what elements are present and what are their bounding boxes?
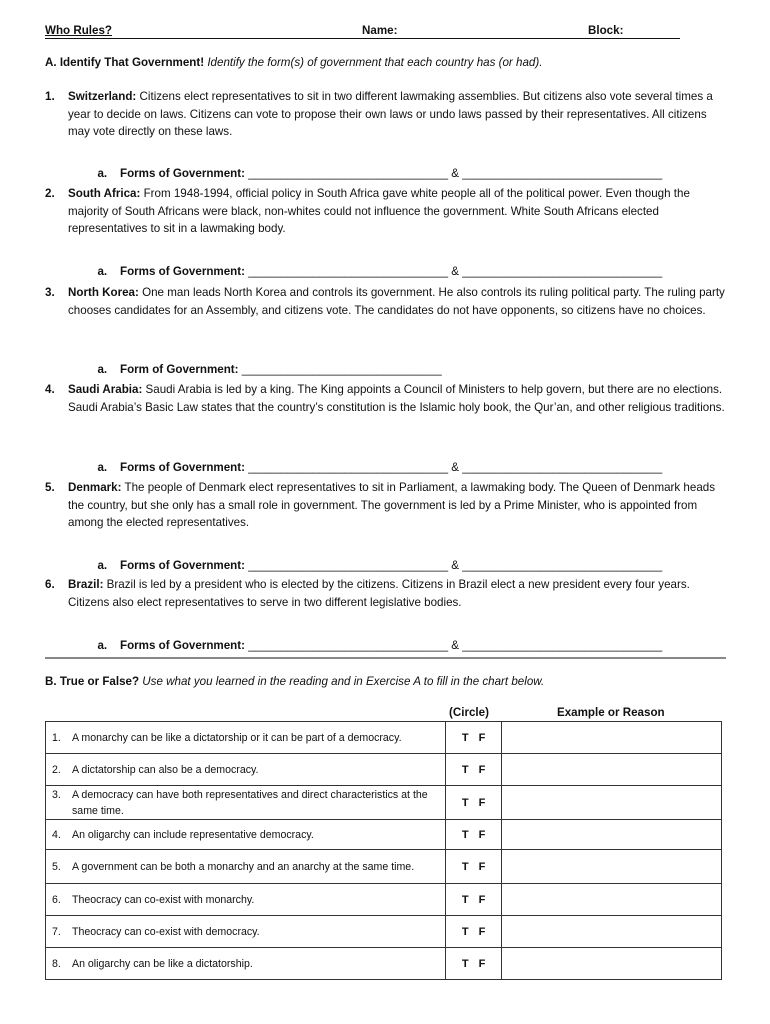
- section-a-heading: A. Identify That Government! Identify the form(s) of government that each country has (or had).: [45, 56, 543, 69]
- false-option[interactable]: F: [478, 860, 486, 873]
- answer-line-2[interactable]: a. Forms of Government: _______________________________ & _______________________________: [97, 265, 663, 278]
- question-4: 4. Saudi Arabia: Saudi Arabia is led by a king. The King appoints a Council of Ministers to help govern, but there are no elections. Saudi Arabia’s Basic Law states that the country’s constitution is the Islamic holy book, the Qur’an, and other religious traditions.: [45, 383, 725, 414]
- table-row: 5. A government can be both a monarchy and an anarchy at the same time. T F: [46, 850, 722, 884]
- answer-line-1[interactable]: a. Forms of Government: _______________________________ & _______________________________: [97, 167, 663, 180]
- example-column-header: Example or Reason: [557, 706, 665, 719]
- false-option[interactable]: F: [478, 957, 486, 970]
- question-2: 2. South Africa: From 1948-1994, official policy in South Africa gave white people all of the political power. Even though the majority of South Africans were black, non-whites could not influence the government. White South Africans elected representatives to sit in a lawmaking body.: [45, 187, 690, 235]
- block-label: Block:: [588, 24, 624, 37]
- example-cell[interactable]: [502, 722, 722, 754]
- worksheet-title: Who Rules?: [45, 24, 112, 37]
- true-option[interactable]: T: [461, 731, 469, 744]
- false-option[interactable]: F: [478, 925, 486, 938]
- table-row: 8. An oligarchy can be like a dictatorship. T F: [46, 948, 722, 980]
- answer-line-6[interactable]: a. Forms of Government: _______________________________ & _______________________________: [97, 639, 663, 652]
- question-5: 5. Denmark: The people of Denmark elect representatives to sit in Parliament, a lawmaking body. The Queen of Denmark heads the country, but she only has a small role in government. The government is led by a Prime Minister, who is appointed from among the elected representatives.: [45, 481, 716, 529]
- false-option[interactable]: F: [478, 893, 486, 906]
- table-row: 4. An oligarchy can include representative democracy. T F: [46, 820, 722, 850]
- example-cell[interactable]: [502, 786, 722, 820]
- false-option[interactable]: F: [478, 731, 486, 744]
- table-row: 6. Theocracy can co-exist with monarchy. T F: [46, 884, 722, 916]
- example-cell[interactable]: [502, 916, 722, 948]
- question-1: 1. Switzerland: Citizens elect representatives to sit in two different lawmaking assemblies. But citizens also vote several times a year to decide on laws. Citizens can vote to propose their own laws or undo laws passed by their representatives. All citizens may vote directly on these laws.: [45, 90, 713, 138]
- false-option[interactable]: F: [478, 828, 486, 841]
- example-cell[interactable]: [502, 884, 722, 916]
- circle-column-header: (Circle): [449, 706, 489, 719]
- example-cell[interactable]: [502, 820, 722, 850]
- worksheet-header: [45, 24, 680, 40]
- table-row: 1. A monarchy can be like a dictatorship or it can be part of a democracy. T F: [46, 722, 722, 754]
- table-row: 3. A democracy can have both representatives and direct characteristics at the same time. T F: [46, 786, 722, 820]
- example-cell[interactable]: [502, 948, 722, 980]
- true-option[interactable]: T: [461, 763, 469, 776]
- answer-line-4[interactable]: a. Forms of Government: _______________________________ & _______________________________: [97, 461, 663, 474]
- true-option[interactable]: T: [461, 860, 469, 873]
- example-cell[interactable]: [502, 754, 722, 786]
- true-option[interactable]: T: [461, 925, 469, 938]
- table-row: 7. Theocracy can co-exist with democracy. T F: [46, 916, 722, 948]
- answer-line-5[interactable]: a. Forms of Government: _______________________________ & _______________________________: [97, 559, 663, 572]
- false-option[interactable]: F: [478, 763, 486, 776]
- false-option[interactable]: F: [478, 796, 486, 809]
- answer-line-3[interactable]: a. Form of Government: _______________________________: [97, 363, 442, 376]
- question-6: 6. Brazil: Brazil is led by a president who is elected by the citizens. Citizens in Brazil elect a new president every four years. Citizens also elect representatives to serve in two different legislative bodies.: [45, 578, 690, 609]
- name-label: Name:: [362, 24, 398, 37]
- true-option[interactable]: T: [461, 957, 469, 970]
- section-divider: [45, 657, 726, 659]
- true-option[interactable]: T: [461, 893, 469, 906]
- section-b-heading: B. True or False? Use what you learned in the reading and in Exercise A to fill in the chart below.: [45, 675, 545, 688]
- table-row: 2. A dictatorship can also be a democracy. T F: [46, 754, 722, 786]
- question-3: 3. North Korea: One man leads North Korea and controls its government. He also controls its ruling political party. The ruling party chooses candidates for an Assembly, and citizens vote. The candidates do not have opponents, so citizens have no choices.: [45, 286, 725, 317]
- example-cell[interactable]: [502, 850, 722, 884]
- true-option[interactable]: T: [461, 828, 469, 841]
- true-option[interactable]: T: [461, 796, 469, 809]
- true-false-table: [45, 721, 722, 980]
